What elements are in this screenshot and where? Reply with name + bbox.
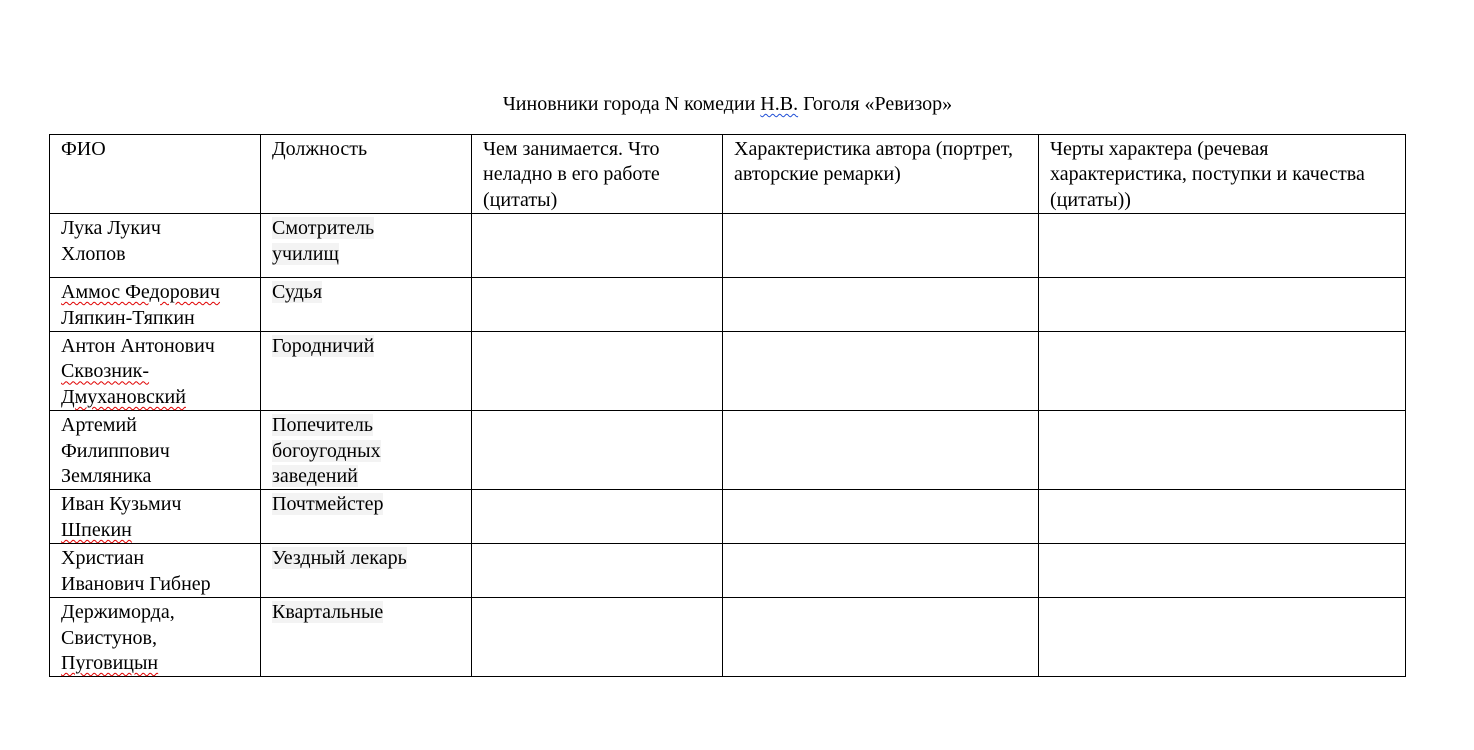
character-traits-cell[interactable] bbox=[1039, 544, 1406, 598]
name-line-misspelled: Аммос Федорович bbox=[61, 281, 220, 304]
position-cell[interactable] bbox=[261, 214, 472, 278]
duties-cell[interactable] bbox=[472, 544, 723, 598]
name-line: Ляпкин-Тяпкин bbox=[61, 306, 195, 329]
position-line: Уездный лекарь bbox=[272, 547, 407, 570]
header-cell-author-characterization: Характеристика автора (портрет, авторские ремарки) bbox=[723, 135, 1039, 214]
position-line: Судья bbox=[272, 281, 323, 304]
author-characterization-cell[interactable] bbox=[723, 598, 1039, 677]
table-row bbox=[50, 598, 1406, 677]
name-line: Христиан bbox=[61, 547, 145, 570]
name-line: Хлопов bbox=[61, 242, 126, 265]
author-characterization-cell[interactable] bbox=[723, 411, 1039, 490]
officials-table bbox=[49, 134, 1406, 677]
position-line: Смотритель bbox=[272, 217, 375, 240]
position-cell[interactable] bbox=[261, 598, 472, 677]
character-traits-cell[interactable] bbox=[1039, 278, 1406, 332]
name-line: Иван Кузьмич bbox=[61, 493, 182, 516]
position-line: Квартальные bbox=[272, 601, 384, 624]
position-line: заведений bbox=[272, 465, 358, 488]
name-cell[interactable] bbox=[50, 490, 261, 544]
table-row bbox=[50, 278, 1406, 332]
table-row bbox=[50, 332, 1406, 411]
position-cell[interactable] bbox=[261, 332, 472, 411]
name-line: Свистунов, bbox=[61, 626, 157, 649]
duties-cell[interactable] bbox=[472, 332, 723, 411]
name-cell[interactable] bbox=[50, 544, 261, 598]
name-cell[interactable] bbox=[50, 411, 261, 490]
table-row bbox=[50, 214, 1406, 278]
table-row bbox=[50, 411, 1406, 490]
name-line: Земляника bbox=[61, 465, 152, 488]
duties-cell[interactable] bbox=[472, 278, 723, 332]
position-cell[interactable] bbox=[261, 544, 472, 598]
document-title bbox=[0, 92, 1455, 117]
table-header-row bbox=[50, 135, 1406, 214]
name-cell[interactable] bbox=[50, 332, 261, 411]
name-line-misspelled: Дмухановский bbox=[61, 385, 186, 408]
header-cell-name: ФИО bbox=[50, 135, 261, 214]
name-line: Лука Лукич bbox=[61, 217, 161, 240]
character-traits-cell[interactable] bbox=[1039, 598, 1406, 677]
character-traits-cell[interactable] bbox=[1039, 214, 1406, 278]
position-line: училищ bbox=[272, 242, 339, 265]
position-cell[interactable] bbox=[261, 278, 472, 332]
name-line-misspelled: Сквозник- bbox=[61, 360, 150, 383]
position-line: Почтмейстер bbox=[272, 493, 384, 516]
duties-cell[interactable] bbox=[472, 490, 723, 544]
title-text-end: Гоголя «Ревизор» bbox=[798, 93, 953, 115]
name-cell[interactable] bbox=[50, 214, 261, 278]
author-characterization-cell[interactable] bbox=[723, 544, 1039, 598]
name-line: Артемий bbox=[61, 414, 137, 437]
author-characterization-cell[interactable] bbox=[723, 278, 1039, 332]
character-traits-cell[interactable] bbox=[1039, 490, 1406, 544]
title-initials: Н.В. bbox=[760, 93, 799, 115]
position-cell[interactable] bbox=[261, 490, 472, 544]
header-cell-position: Должность bbox=[261, 135, 472, 214]
duties-cell[interactable] bbox=[472, 598, 723, 677]
position-cell[interactable] bbox=[261, 411, 472, 490]
name-cell[interactable] bbox=[50, 278, 261, 332]
name-line: Антон Антонович bbox=[61, 335, 215, 358]
title-text-start: Чиновники города N комедии bbox=[502, 93, 761, 115]
header-cell-character-traits: Черты характера (речевая характеристика, поступки и качества (цитаты)) bbox=[1039, 135, 1406, 214]
position-line: Городничий bbox=[272, 335, 375, 358]
position-line: Попечитель bbox=[272, 414, 374, 437]
author-characterization-cell[interactable] bbox=[723, 332, 1039, 411]
table-row bbox=[50, 490, 1406, 544]
position-line: богоугодных bbox=[272, 439, 381, 462]
character-traits-cell[interactable] bbox=[1039, 411, 1406, 490]
author-characterization-cell[interactable] bbox=[723, 214, 1039, 278]
character-traits-cell[interactable] bbox=[1039, 332, 1406, 411]
author-characterization-cell[interactable] bbox=[723, 490, 1039, 544]
name-cell[interactable] bbox=[50, 598, 261, 677]
duties-cell[interactable] bbox=[472, 214, 723, 278]
name-line-misspelled: Шпекин bbox=[61, 518, 132, 541]
name-line-misspelled: Пуговицын bbox=[61, 651, 159, 674]
name-line: Филиппович bbox=[61, 439, 170, 462]
table-row bbox=[50, 544, 1406, 598]
duties-cell[interactable] bbox=[472, 411, 723, 490]
name-line: Держиморда, bbox=[61, 601, 175, 624]
name-line: Иванович Гибнер bbox=[61, 572, 211, 595]
header-cell-duties: Чем занимается. Что неладно в его работе (цитаты) bbox=[472, 135, 723, 214]
